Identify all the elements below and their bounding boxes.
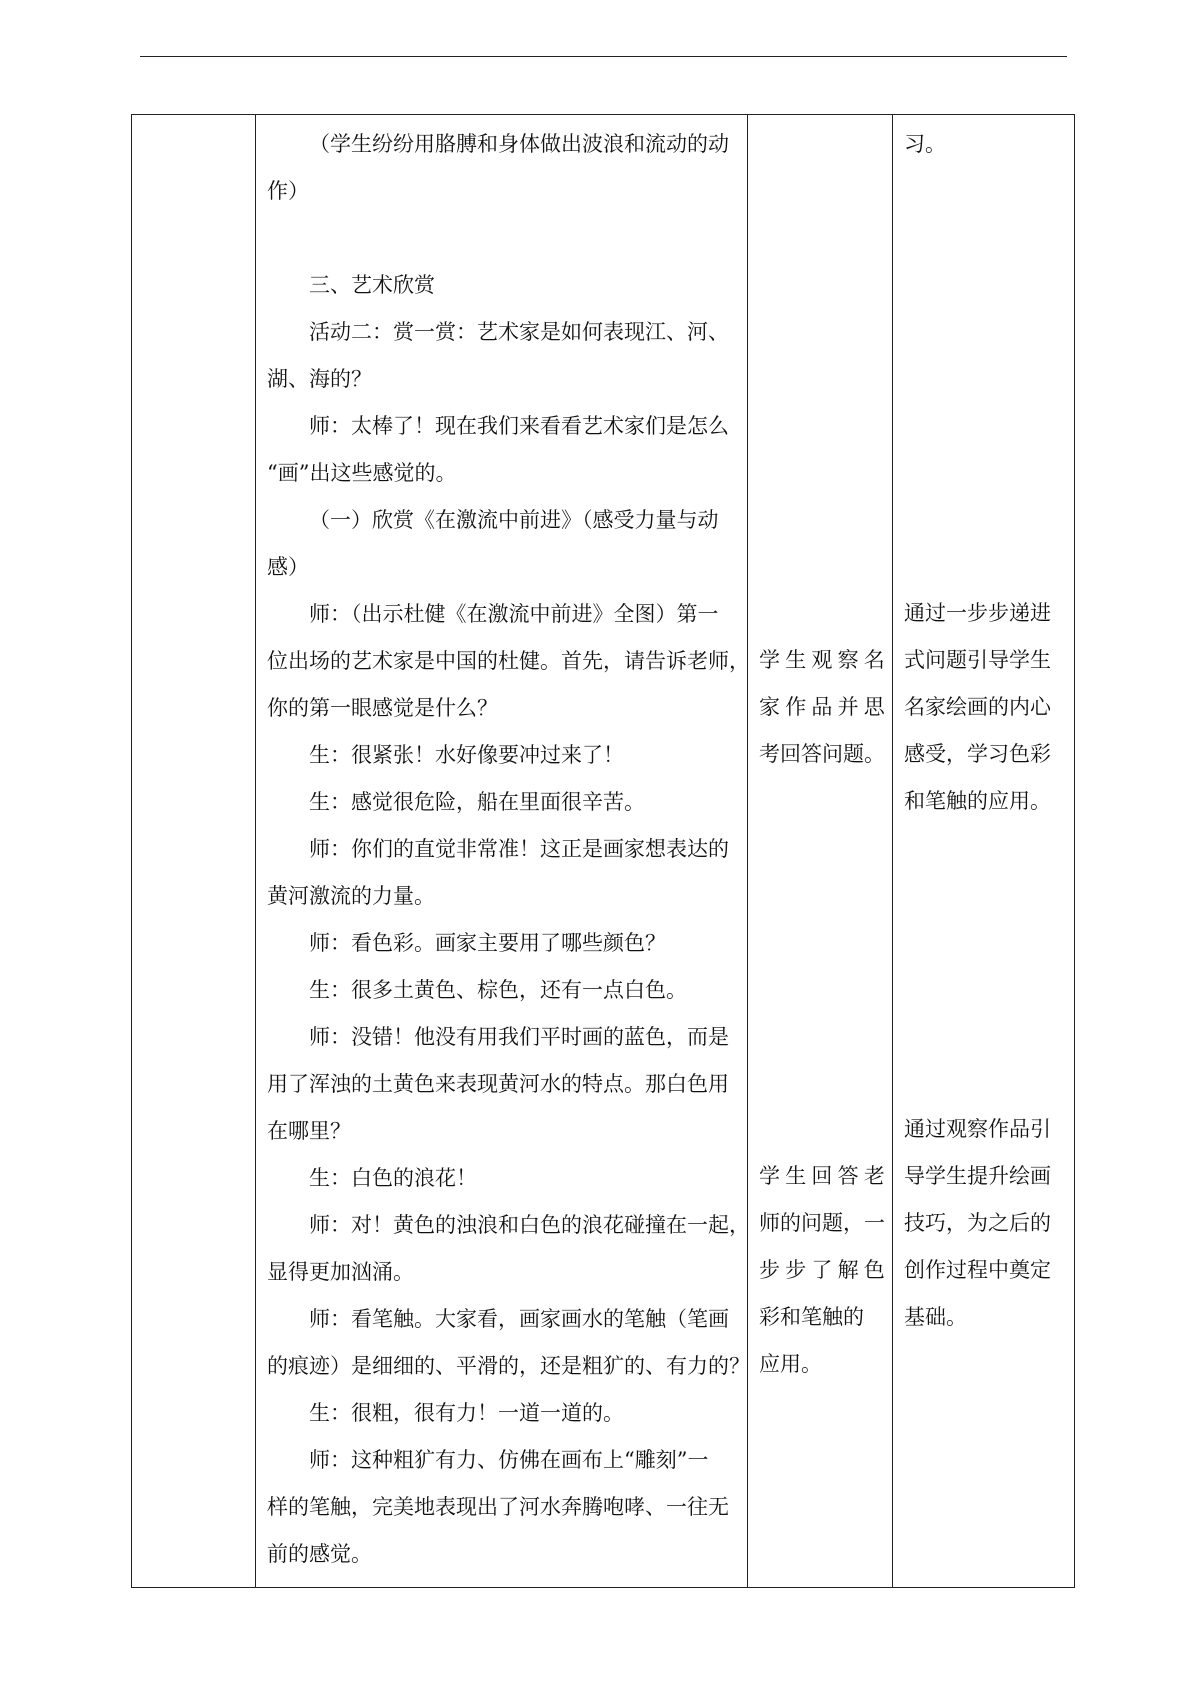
process-line: 显得更加汹涌。	[267, 1260, 414, 1284]
student-line: 师的问题，一	[759, 1211, 885, 1235]
process-line: 师：没错！他没有用我们平时画的蓝色，而是	[309, 1025, 729, 1049]
stage-cell	[132, 115, 255, 1587]
intent-line: 名家绘画的内心	[904, 695, 1051, 719]
student-activity-block	[759, 637, 890, 778]
header-rule	[140, 56, 1067, 57]
process-line: 用了浑浊的土黄色来表现黄河水的特点。那白色用	[267, 1072, 729, 1096]
blank-line	[267, 215, 735, 262]
intent-line: 通过观察作品引	[904, 1117, 1051, 1141]
process-line: 师：看笔触。大家看，画家画水的笔触（笔画	[309, 1307, 729, 1331]
process-line: “画”出这些感觉的。	[267, 461, 457, 485]
teaching-process-text	[267, 121, 750, 1578]
process-line: 生：很多土黄色、棕色，还有一点白色。	[309, 978, 687, 1002]
process-line: 生：白色的浪花！	[309, 1166, 477, 1190]
intent-line: 技巧，为之后的	[904, 1211, 1051, 1235]
process-line: 生：感觉很危险，船在里面很辛苦。	[309, 790, 645, 814]
teaching-process-cell	[255, 115, 750, 1587]
process-line: 的痕迹）是细细的、平滑的，还是粗犷的、有力的？	[267, 1354, 750, 1378]
intent-line: 式问题引导学生	[904, 648, 1051, 672]
process-line: 黄河激流的力量。	[267, 884, 435, 908]
student-line: 学生观察名	[759, 648, 890, 672]
process-line: 生：很紧张！水好像要冲过来了！	[309, 743, 624, 767]
student-line: 步步了解色	[759, 1258, 890, 1282]
process-line: 师：（出示杜健《在激流中前进》全图）第一	[309, 602, 719, 626]
section-heading: 三、艺术欣赏	[309, 273, 435, 297]
student-line: 家作品并思	[759, 695, 890, 719]
process-line: 感）	[267, 555, 309, 579]
intent-line: 通过一步步递进	[904, 601, 1051, 625]
process-line: 师：你们的直觉非常准！这正是画家想表达的	[309, 837, 729, 861]
lesson-table	[131, 114, 1075, 1588]
student-line: 彩和笔触的	[759, 1305, 864, 1329]
process-line: 师：太棒了！现在我们来看看艺术家们是怎么	[309, 414, 729, 438]
intent-line: 感受，学习色彩	[904, 742, 1051, 766]
intent-line: 习。	[904, 132, 946, 156]
process-line: 活动二：赏一赏：艺术家是如何表现江、河、	[309, 320, 729, 344]
process-line: 生：很粗，很有力！一道一道的。	[309, 1401, 624, 1425]
student-activity-block	[759, 1153, 890, 1388]
student-line: 应用。	[759, 1352, 822, 1376]
student-line: 考回答问题。	[759, 742, 885, 766]
process-line: 师：这种粗犷有力、仿佛在画布上“雕刻”一	[309, 1448, 709, 1472]
process-line: 师：看色彩。画家主要用了哪些颜色？	[309, 931, 666, 955]
process-line: 湖、海的？	[267, 367, 372, 391]
process-line: （一）欣赏《在激流中前进》（感受力量与动	[309, 508, 719, 532]
process-line: （学生纷纷用胳膊和身体做出波浪和流动的动	[309, 132, 729, 156]
design-intent-cell	[892, 115, 1076, 1587]
process-line: 作）	[267, 179, 309, 203]
intent-line: 创作过程中奠定	[904, 1258, 1051, 1282]
intent-line: 和笔触的应用。	[904, 789, 1051, 813]
student-activity-cell	[747, 115, 892, 1587]
student-line: 学生回答老	[759, 1164, 890, 1188]
process-line: 你的第一眼感觉是什么？	[267, 696, 498, 720]
process-line: 在哪里？	[267, 1119, 351, 1143]
process-line: 位出场的艺术家是中国的杜健。首先，请告诉老师，	[267, 649, 750, 673]
process-line: 师：对！黄色的浊浪和白色的浪花碰撞在一起，	[309, 1213, 750, 1237]
process-line: 样的笔触，完美地表现出了河水奔腾咆哮、一往无	[267, 1495, 729, 1519]
design-intent-block	[904, 590, 1051, 825]
design-intent-block	[904, 1106, 1051, 1341]
intent-top	[904, 121, 946, 168]
process-line: 前的感觉。	[267, 1542, 372, 1566]
intent-line: 基础。	[904, 1305, 967, 1329]
intent-line: 导学生提升绘画	[904, 1164, 1051, 1188]
